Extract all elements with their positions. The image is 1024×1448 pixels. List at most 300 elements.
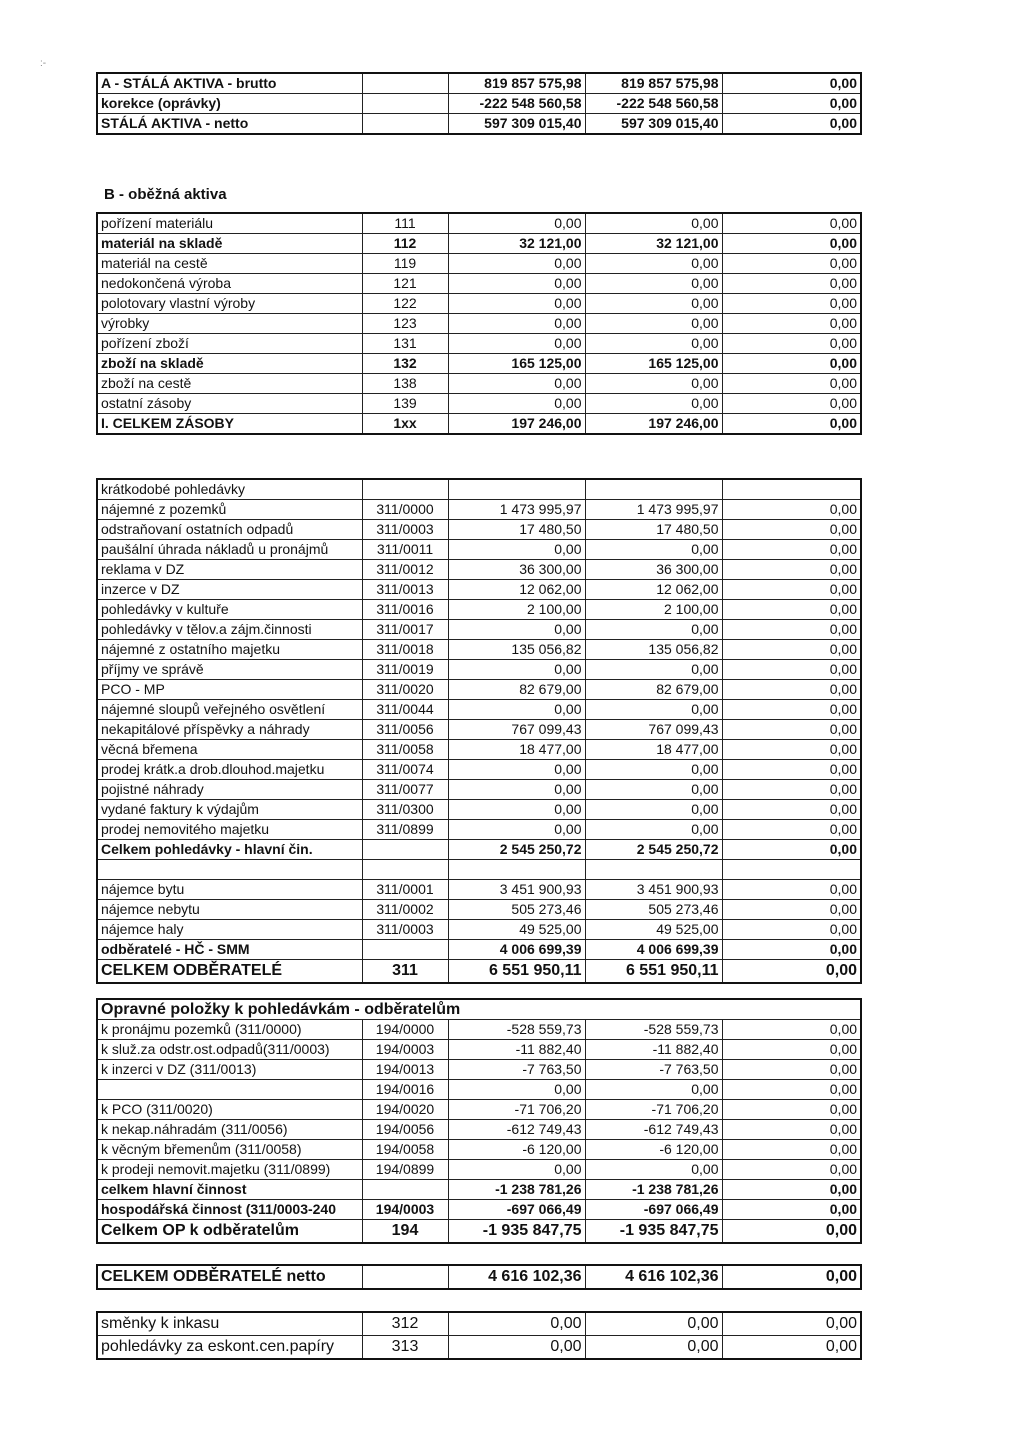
account-code [362, 840, 448, 860]
value-3: 0,00 [722, 1200, 861, 1220]
row-label: k inzerci v DZ (311/0013) [97, 1060, 362, 1080]
value-1: 12 062,00 [448, 580, 585, 600]
account-code: 311/0003 [362, 920, 448, 940]
table-row [97, 1040, 861, 1060]
table-row [97, 620, 861, 640]
value-2: -6 120,00 [585, 1140, 722, 1160]
table-row [97, 500, 861, 520]
account-code: 111 [362, 213, 448, 234]
value-1: 0,00 [448, 540, 585, 560]
value-1: 505 273,46 [448, 900, 585, 920]
row-label: směnky k inkasu [97, 1312, 362, 1336]
allowances-table [96, 998, 862, 1244]
value-1: 0,00 [448, 274, 585, 294]
value-3: 0,00 [722, 760, 861, 780]
table-row [97, 1180, 861, 1200]
value-1: -1 238 781,26 [448, 1180, 585, 1200]
row-label: odběratelé - HČ - SMM [97, 940, 362, 960]
net-customers-table [96, 1264, 862, 1290]
table-row [97, 1220, 861, 1244]
value-3: 0,00 [722, 960, 861, 984]
account-code: 311/0018 [362, 640, 448, 660]
value-1: 0,00 [448, 374, 585, 394]
receivables-title: krátkodobé pohledávky [97, 479, 362, 500]
row-label: reklama v DZ [97, 560, 362, 580]
value-1: 2 545 250,72 [448, 840, 585, 860]
value-2: 4 616 102,36 [585, 1265, 722, 1289]
value-3: 0,00 [722, 840, 861, 860]
table-row [97, 1336, 861, 1360]
table-row [97, 1080, 861, 1100]
account-code: 311/0019 [362, 660, 448, 680]
value-1: 819 857 575,98 [448, 73, 585, 94]
table-row [97, 274, 861, 294]
value-2: 1 473 995,97 [585, 500, 722, 520]
value-1: 0,00 [448, 1312, 585, 1336]
value-1: 0,00 [448, 1336, 585, 1360]
value-3: 0,00 [722, 780, 861, 800]
value-2: 0,00 [585, 780, 722, 800]
value-3: 0,00 [722, 1100, 861, 1120]
value-3: 0,00 [722, 1180, 861, 1200]
account-code [362, 114, 448, 135]
value-2: 4 006 699,39 [585, 940, 722, 960]
value-1: 0,00 [448, 700, 585, 720]
row-label: Celkem pohledávky - hlavní čin. [97, 840, 362, 860]
value-1: 0,00 [448, 780, 585, 800]
value-1: 0,00 [448, 1160, 585, 1180]
row-label: nájemce bytu [97, 880, 362, 900]
account-code: 311 [362, 960, 448, 984]
value-3: 0,00 [722, 1040, 861, 1060]
row-label: zboží na skladě [97, 354, 362, 374]
row-label: nedokončená výroba [97, 274, 362, 294]
value-2: 32 121,00 [585, 234, 722, 254]
value-2: 597 309 015,40 [585, 114, 722, 135]
value-3: 0,00 [722, 374, 861, 394]
value-2: 767 099,43 [585, 720, 722, 740]
table-row [97, 860, 861, 880]
value-1: -11 882,40 [448, 1040, 585, 1060]
table-row [97, 1060, 861, 1080]
row-label: k PCO (311/0020) [97, 1100, 362, 1120]
table-row [97, 374, 861, 394]
account-code: 311/0016 [362, 600, 448, 620]
value-2: 6 551 950,11 [585, 960, 722, 984]
value-3: 0,00 [722, 520, 861, 540]
value-2: 2 545 250,72 [585, 840, 722, 860]
value-3: 0,00 [722, 1336, 861, 1360]
value-2: -7 763,50 [585, 1060, 722, 1080]
account-code [362, 1265, 448, 1289]
row-label: A - STÁLÁ AKTIVA - brutto [97, 73, 362, 94]
value-1: 17 480,50 [448, 520, 585, 540]
row-label: polotovary vlastní výroby [97, 294, 362, 314]
value-1: 165 125,00 [448, 354, 585, 374]
value-3: 0,00 [722, 900, 861, 920]
value-2: 0,00 [585, 760, 722, 780]
value-1: 0,00 [448, 294, 585, 314]
value-2: 505 273,46 [585, 900, 722, 920]
value-1: 1 473 995,97 [448, 500, 585, 520]
account-code: 194/0058 [362, 1140, 448, 1160]
account-code: 119 [362, 254, 448, 274]
account-code: 194 [362, 1220, 448, 1244]
value-3: 0,00 [722, 1312, 861, 1336]
receivables-table [96, 478, 862, 984]
value-3: 0,00 [722, 600, 861, 620]
account-code: 311/0001 [362, 880, 448, 900]
table-row [97, 334, 861, 354]
value-2: 0,00 [585, 800, 722, 820]
table-row [97, 600, 861, 620]
value-2 [585, 860, 722, 880]
value-1: 0,00 [448, 820, 585, 840]
row-label: k prodeji nemovit.majetku (311/0899) [97, 1160, 362, 1180]
table-row [97, 354, 861, 374]
row-label: korekce (oprávky) [97, 94, 362, 114]
account-code: 1xx [362, 414, 448, 435]
row-label: odstraňovaní ostatních odpadů [97, 520, 362, 540]
row-label: prodej nemovitého majetku [97, 820, 362, 840]
row-label: paušální úhrada nákladů u pronájmů [97, 540, 362, 560]
row-label: CELKEM ODBĚRATELÉ [97, 960, 362, 984]
fixed-assets-table [96, 72, 862, 135]
account-code: 311/0056 [362, 720, 448, 740]
table-row [97, 1020, 861, 1040]
row-label: k věcným břemenům (311/0058) [97, 1140, 362, 1160]
value-3: 0,00 [722, 213, 861, 234]
value-1: 18 477,00 [448, 740, 585, 760]
account-code: 123 [362, 314, 448, 334]
value-2: 12 062,00 [585, 580, 722, 600]
value-3: 0,00 [722, 500, 861, 520]
value-3: 0,00 [722, 800, 861, 820]
row-label: STÁLÁ AKTIVA - netto [97, 114, 362, 135]
account-code: 311/0003 [362, 520, 448, 540]
table-row [97, 114, 861, 135]
value-3: 0,00 [722, 394, 861, 414]
value-2: 2 100,00 [585, 600, 722, 620]
value-1: 0,00 [448, 334, 585, 354]
table-row [97, 920, 861, 940]
value-1: 6 551 950,11 [448, 960, 585, 984]
value-3: 0,00 [722, 940, 861, 960]
value-3: 0,00 [722, 254, 861, 274]
table-row [97, 880, 861, 900]
table-row [97, 540, 861, 560]
table-row [97, 314, 861, 334]
value-3: 0,00 [722, 720, 861, 740]
table-row [97, 740, 861, 760]
value-2: 0,00 [585, 1160, 722, 1180]
table-row [97, 1120, 861, 1140]
value-2: 0,00 [585, 1336, 722, 1360]
value-1: -222 548 560,58 [448, 94, 585, 114]
value-3: 0,00 [722, 1120, 861, 1140]
table-row [97, 700, 861, 720]
row-label: prodej krátk.a drob.dlouhod.majetku [97, 760, 362, 780]
value-3: 0,00 [722, 354, 861, 374]
table-row [97, 1160, 861, 1180]
row-label: nájemce haly [97, 920, 362, 940]
value-1: -71 706,20 [448, 1100, 585, 1120]
value-1 [448, 860, 585, 880]
row-label: příjmy ve správě [97, 660, 362, 680]
table-row [97, 1265, 861, 1289]
value-3: 0,00 [722, 294, 861, 314]
table-row [97, 213, 861, 234]
value-1: -1 935 847,75 [448, 1220, 585, 1244]
value-1: 0,00 [448, 620, 585, 640]
account-code: 311/0899 [362, 820, 448, 840]
value-3: 0,00 [722, 620, 861, 640]
value-3 [722, 860, 861, 880]
value-2: 165 125,00 [585, 354, 722, 374]
account-code: 194/0003 [362, 1040, 448, 1060]
value-2: 0,00 [585, 820, 722, 840]
table-row [97, 294, 861, 314]
account-code: 311/0074 [362, 760, 448, 780]
row-label: věcná břemena [97, 740, 362, 760]
account-code: 194/0013 [362, 1060, 448, 1080]
account-code: 311/0013 [362, 580, 448, 600]
table-row [97, 780, 861, 800]
table-row [97, 73, 861, 94]
table-row [97, 394, 861, 414]
value-2: 0,00 [585, 1312, 722, 1336]
value-1: -697 066,49 [448, 1200, 585, 1220]
value-2: -612 749,43 [585, 1120, 722, 1140]
value-1: 32 121,00 [448, 234, 585, 254]
value-3: 0,00 [722, 660, 861, 680]
value-1: -6 120,00 [448, 1140, 585, 1160]
row-label: PCO - MP [97, 680, 362, 700]
table-row [97, 680, 861, 700]
row-label: nájemce nebytu [97, 900, 362, 920]
row-label: k pronájmu pozemků (311/0000) [97, 1020, 362, 1040]
value-2: -1 238 781,26 [585, 1180, 722, 1200]
account-code: 311/0017 [362, 620, 448, 640]
value-3: 0,00 [722, 414, 861, 435]
value-2: 0,00 [585, 660, 722, 680]
value-3: 0,00 [722, 820, 861, 840]
account-code: 311/0058 [362, 740, 448, 760]
account-code [362, 860, 448, 880]
row-label: pořízení zboží [97, 334, 362, 354]
value-3: 0,00 [722, 1160, 861, 1180]
value-2: 0,00 [585, 540, 722, 560]
value-3: 0,00 [722, 560, 861, 580]
value-3: 0,00 [722, 540, 861, 560]
value-3: 0,00 [722, 1140, 861, 1160]
value-2: 0,00 [585, 314, 722, 334]
value-2: 197 246,00 [585, 414, 722, 435]
table-row [97, 580, 861, 600]
value-3: 0,00 [722, 920, 861, 940]
account-code: 311/0077 [362, 780, 448, 800]
value-3: 0,00 [722, 880, 861, 900]
account-code: 312 [362, 1312, 448, 1336]
value-2: 0,00 [585, 700, 722, 720]
table-row [97, 1312, 861, 1336]
account-code: 132 [362, 354, 448, 374]
row-label: pohledávky v kultuře [97, 600, 362, 620]
row-label: ostatní zásoby [97, 394, 362, 414]
value-3: 0,00 [722, 274, 861, 294]
table-row [97, 254, 861, 274]
value-1: 197 246,00 [448, 414, 585, 435]
value-1: -528 559,73 [448, 1020, 585, 1040]
account-code: 311/0012 [362, 560, 448, 580]
value-3: 0,00 [722, 1060, 861, 1080]
value-3: 0,00 [722, 680, 861, 700]
value-2: 135 056,82 [585, 640, 722, 660]
value-2: -697 066,49 [585, 1200, 722, 1220]
value-1: 0,00 [448, 1080, 585, 1100]
value-2: 36 300,00 [585, 560, 722, 580]
value-1: 135 056,82 [448, 640, 585, 660]
account-code: 194/0000 [362, 1020, 448, 1040]
account-code: 311/0044 [362, 700, 448, 720]
row-label: zboží na cestě [97, 374, 362, 394]
value-2: 0,00 [585, 1080, 722, 1100]
value-2: 49 525,00 [585, 920, 722, 940]
account-code: 194/0003 [362, 1200, 448, 1220]
scan-mark: :- [40, 58, 47, 69]
value-1: 0,00 [448, 660, 585, 680]
account-code: 313 [362, 1336, 448, 1360]
account-code: 131 [362, 334, 448, 354]
value-2: 0,00 [585, 274, 722, 294]
value-1: 36 300,00 [448, 560, 585, 580]
table-row [97, 520, 861, 540]
value-3: 0,00 [722, 314, 861, 334]
table-row [97, 760, 861, 780]
account-code: 194/0016 [362, 1080, 448, 1100]
table-row [97, 900, 861, 920]
account-code: 311/0020 [362, 680, 448, 700]
row-label: celkem hlavní činnost [97, 1180, 362, 1200]
table-row [97, 1100, 861, 1120]
table-row [97, 640, 861, 660]
row-label: vydané faktury k výdajům [97, 800, 362, 820]
value-2: 17 480,50 [585, 520, 722, 540]
row-label [97, 860, 362, 880]
value-1: 0,00 [448, 760, 585, 780]
row-label: nájemné sloupů veřejného osvětlení [97, 700, 362, 720]
value-1: 4 616 102,36 [448, 1265, 585, 1289]
value-2: 0,00 [585, 254, 722, 274]
value-3: 0,00 [722, 73, 861, 94]
value-3: 0,00 [722, 640, 861, 660]
row-label: CELKEM ODBĚRATELÉ netto [97, 1265, 362, 1289]
account-code: 138 [362, 374, 448, 394]
row-label: k služ.za odstr.ost.odpadů(311/0003) [97, 1040, 362, 1060]
account-code: 311/0300 [362, 800, 448, 820]
row-label: materiál na cestě [97, 254, 362, 274]
account-code: 194/0020 [362, 1100, 448, 1120]
value-2: 0,00 [585, 294, 722, 314]
value-3: 0,00 [722, 1220, 861, 1244]
value-2: -1 935 847,75 [585, 1220, 722, 1244]
row-label: inzerce v DZ [97, 580, 362, 600]
row-label: pojistné náhrady [97, 780, 362, 800]
row-label: nájemné z pozemků [97, 500, 362, 520]
value-1: 597 309 015,40 [448, 114, 585, 135]
value-3: 0,00 [722, 740, 861, 760]
row-label: pohledávky v tělov.a zájm.činnosti [97, 620, 362, 640]
value-3: 0,00 [722, 700, 861, 720]
value-2: 0,00 [585, 620, 722, 640]
table-row [97, 960, 861, 984]
table-row [97, 800, 861, 820]
value-2: 3 451 900,93 [585, 880, 722, 900]
value-1: 0,00 [448, 314, 585, 334]
row-label: pořízení materiálu [97, 213, 362, 234]
row-label: Celkem OP k odběratelům [97, 1220, 362, 1244]
value-1: 767 099,43 [448, 720, 585, 740]
current-assets-title: B - oběžná aktiva [104, 186, 227, 203]
row-label: hospodářská činnost (311/0003-240 [97, 1200, 362, 1220]
allowances-title: Opravné položky k pohledávkám - odběratelům [97, 999, 861, 1020]
inventory-table [96, 212, 862, 435]
value-3: 0,00 [722, 234, 861, 254]
row-label: výrobky [97, 314, 362, 334]
account-code: 194/0056 [362, 1120, 448, 1140]
value-3: 0,00 [722, 1265, 861, 1289]
value-2: 82 679,00 [585, 680, 722, 700]
value-1: 0,00 [448, 394, 585, 414]
table-row [97, 560, 861, 580]
value-1: 3 451 900,93 [448, 880, 585, 900]
account-code [362, 94, 448, 114]
value-3: 0,00 [722, 1080, 861, 1100]
table-row [97, 234, 861, 254]
account-code: 112 [362, 234, 448, 254]
value-2: -71 706,20 [585, 1100, 722, 1120]
value-1: -612 749,43 [448, 1120, 585, 1140]
table-row [97, 414, 861, 435]
table-row [97, 820, 861, 840]
table-row [97, 940, 861, 960]
value-3: 0,00 [722, 94, 861, 114]
value-1: 82 679,00 [448, 680, 585, 700]
value-1: 2 100,00 [448, 600, 585, 620]
account-code [362, 1180, 448, 1200]
value-2: 18 477,00 [585, 740, 722, 760]
value-1: 0,00 [448, 213, 585, 234]
table-row [97, 660, 861, 680]
table-row [97, 840, 861, 860]
account-code [362, 73, 448, 94]
table-row [97, 1140, 861, 1160]
row-label: nájemné z ostatního majetku [97, 640, 362, 660]
account-code: 122 [362, 294, 448, 314]
table-row [97, 94, 861, 114]
value-2: 819 857 575,98 [585, 73, 722, 94]
table-row [97, 1200, 861, 1220]
value-1: 0,00 [448, 254, 585, 274]
value-2: -528 559,73 [585, 1020, 722, 1040]
value-1: 0,00 [448, 800, 585, 820]
bills-table [96, 1311, 862, 1360]
value-2: 0,00 [585, 374, 722, 394]
value-2: 0,00 [585, 394, 722, 414]
row-label: nekapitálové příspěvky a náhrady [97, 720, 362, 740]
row-label: k nekap.náhradám (311/0056) [97, 1120, 362, 1140]
account-code: 194/0899 [362, 1160, 448, 1180]
